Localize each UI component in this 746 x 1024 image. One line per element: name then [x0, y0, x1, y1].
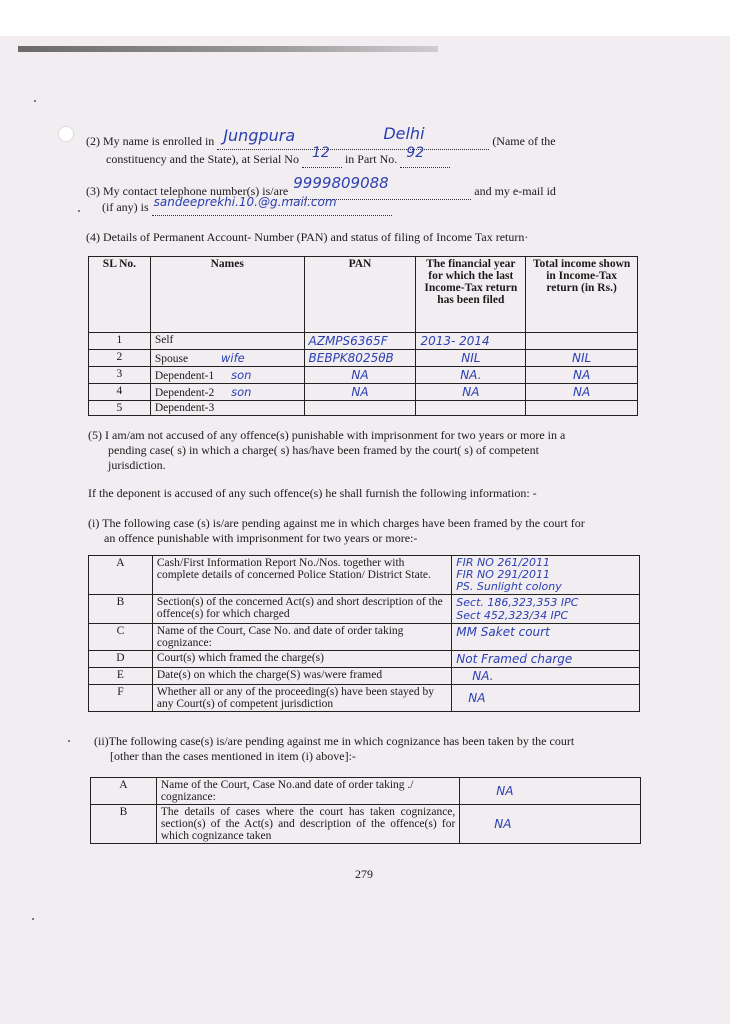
relation-value: son [231, 368, 252, 382]
item-3-prefix: (3) My contact telephone number(s) is/are [86, 184, 289, 198]
header-financial-year: The financial year for which the last Income-Tax return has been filed [416, 257, 526, 333]
serial-value: 12 [311, 145, 330, 161]
pan-table-header [89, 257, 638, 333]
item-3-email-label: (if any) is [102, 200, 149, 214]
row-description: Whether all or any of the proceeding(s) have been stayed by any Court(s) of competent jurisdiction [152, 685, 451, 712]
table-row [89, 651, 640, 668]
row-description: Date(s) on which the charge(S) was/were framed [152, 668, 451, 685]
row-sl: 5 [89, 401, 151, 416]
row-key: E [89, 668, 153, 685]
row-value: NA. [452, 668, 640, 685]
name-label: Spouse [154, 353, 189, 365]
row-pan: BEBPK8025θB [304, 350, 416, 367]
row-income [526, 401, 638, 416]
item-2-prefix: (2) My name is enrolled in [86, 134, 215, 148]
table-row [89, 668, 640, 685]
email-value: sandeeprekhi.10.@g.mail.com [153, 195, 337, 209]
name-label: Self [154, 334, 174, 346]
row-fy: NA. [416, 367, 526, 384]
row-value: MM Saket court [452, 624, 640, 651]
table-row [89, 595, 640, 624]
item-2-line-1 [86, 124, 646, 150]
row-value: NA [460, 778, 641, 805]
scan-right-margin [730, 36, 746, 1024]
row-name [150, 350, 304, 367]
scan-speck [34, 100, 36, 102]
row-description: Name of the Court, Case No. and date of order taking cognizance: [152, 624, 451, 651]
constituency-value: Jungpura [223, 126, 296, 145]
row-pan [304, 401, 416, 416]
item-ii-text [94, 734, 644, 764]
deponent-note: If the deponent is accused of any such offence(s) he shall furnish the following information: - [88, 486, 537, 500]
item-2-part-label: in Part No. [344, 152, 398, 166]
table-row [89, 384, 638, 401]
row-fy: 2013- 2014 [416, 333, 526, 350]
row-sl: 4 [89, 384, 151, 401]
table-row [89, 367, 638, 384]
item-2-line-2-text: constituency and the State), at Serial No [106, 152, 299, 166]
serial-field [302, 145, 342, 168]
row-sl: 3 [89, 367, 151, 384]
item-3-line-2 [102, 195, 642, 216]
punch-hole [58, 126, 74, 142]
row-key: A [91, 778, 157, 805]
row-description: Name of the Court, Case No.and date of order taking ./ cognizance: [156, 778, 459, 805]
pan-table [88, 256, 638, 416]
header-total-income: Total income shown in Income-Tax return (in Rs.) [526, 257, 638, 333]
row-pan: NA [304, 367, 416, 384]
item-5-line-2: pending case( s) in which a charge( s) has/have been framed by the court( s) of competent [108, 443, 539, 457]
item-i-line-1: (i) The following case (s) is/are pending against me in which charges have been framed by the court for [88, 516, 585, 530]
row-fy: NA [416, 384, 526, 401]
name-label: Dependent-1 [154, 370, 215, 382]
row-value: NA [460, 805, 641, 844]
table-row [89, 350, 638, 367]
row-sl: 1 [89, 333, 151, 350]
row-name [150, 333, 304, 350]
row-value: NA [452, 685, 640, 712]
item-2-line-2 [106, 145, 646, 168]
state-value: Delhi [383, 124, 425, 143]
charges-framed-table [88, 555, 640, 712]
scan-top-margin [0, 0, 746, 36]
row-key: D [89, 651, 153, 668]
page-number: 279 [355, 867, 373, 881]
row-key: B [89, 595, 153, 624]
row-value: Sect. 186,323,353 IPC Sect 452,323/34 IPC [452, 595, 640, 624]
row-name [150, 401, 304, 416]
constituency-field [217, 124, 489, 150]
email-field [152, 195, 392, 216]
table-row [89, 333, 638, 350]
header-rule [18, 46, 438, 52]
item-ii-line-2: [other than the cases mentioned in item (i) above]:- [110, 749, 356, 763]
item-4-heading: (4) Details of Permanent Account- Number (PAN) and status of filing of Income Tax return· [86, 230, 529, 244]
table-row [89, 401, 638, 416]
header-pan: PAN [304, 257, 416, 333]
row-key: B [91, 805, 157, 844]
row-pan: NA [304, 384, 416, 401]
row-description: The details of cases where the court has taken cognizance, section(s) of the Act(s) and description of the offence(s) for which cognizance taken [156, 805, 459, 844]
row-description: Cash/First Information Report No./Nos. together with complete details of concerned Police Station/ District State. [152, 556, 451, 595]
row-value: Not Framed charge [452, 651, 640, 668]
row-description: Section(s) of the concerned Act(s) and short description of the offence(s) for which charged [152, 595, 451, 624]
row-name [150, 367, 304, 384]
row-key: A [89, 556, 153, 595]
table-row [91, 805, 641, 844]
row-fy [416, 401, 526, 416]
row-income: NIL [526, 350, 638, 367]
item-5-text [88, 428, 636, 473]
item-ii-line-1: (ii)The following case(s) is/are pending against me in which cognizance has been taken by the court [94, 734, 575, 748]
relation-value: son [231, 385, 252, 399]
name-label: Dependent-2 [154, 387, 215, 399]
header-sl-no: SL No. [89, 257, 151, 333]
table-row [91, 778, 641, 805]
name-label: Dependent-3 [154, 402, 215, 414]
row-fy: NIL [416, 350, 526, 367]
row-value: FIR NO 261/2011 FIR NO 291/2011 PS. Sunlight colony [452, 556, 640, 595]
row-sl: 2 [89, 350, 151, 367]
item-i-line-2: an offence punishable with imprisonment for two years or more:- [104, 531, 418, 545]
row-name [150, 384, 304, 401]
row-key: C [89, 624, 153, 651]
item-i-text [88, 516, 648, 546]
row-description: Court(s) which framed the charge(s) [152, 651, 451, 668]
row-key: F [89, 685, 153, 712]
row-income [526, 333, 638, 350]
part-field [400, 145, 450, 168]
phone-value: 9999809088 [293, 174, 389, 192]
header-names: Names [150, 257, 304, 333]
scan-speck [68, 740, 70, 742]
item-2-suffix: (Name of the [492, 134, 556, 148]
table-row [89, 685, 640, 712]
cognizance-table [90, 777, 641, 844]
table-row [89, 624, 640, 651]
table-row [89, 556, 640, 595]
row-pan: AZMPS6365F [304, 333, 416, 350]
relation-value: wife [220, 351, 245, 365]
item-5-line-3: jurisdiction. [108, 458, 166, 472]
item-5-line-1: (5) I am/am not accused of any offence(s) punishable with imprisonment for two years or more in a [88, 428, 566, 442]
part-value: 92 [406, 145, 425, 161]
row-income: NA [526, 384, 638, 401]
scan-speck [78, 210, 80, 212]
item-3-suffix: and my e-mail id [474, 184, 556, 198]
row-income: NA [526, 367, 638, 384]
scan-speck [32, 918, 34, 920]
